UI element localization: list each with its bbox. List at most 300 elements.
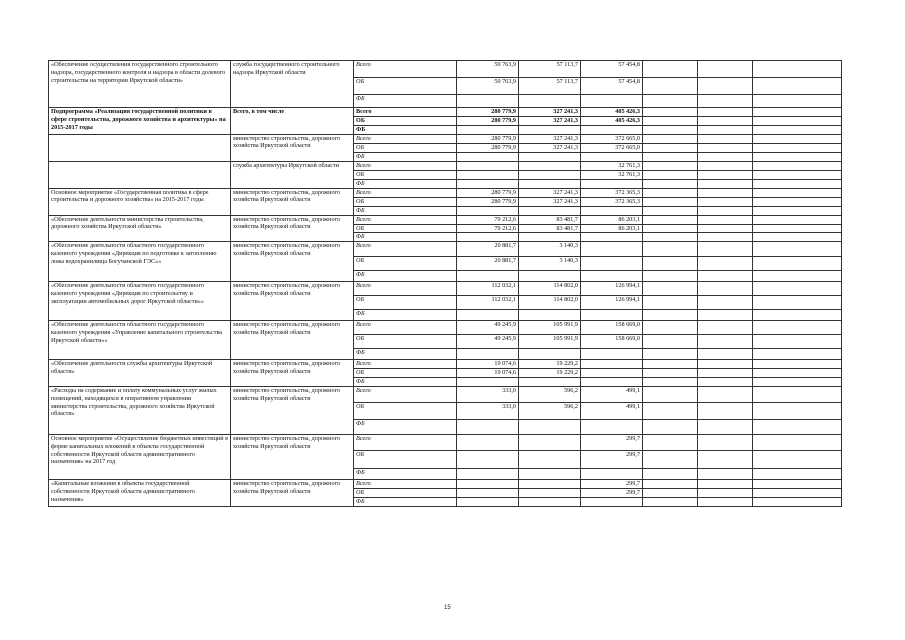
empty-cell bbox=[643, 134, 698, 143]
funding-source-cell: ОБ bbox=[354, 257, 457, 271]
empty-cell bbox=[753, 310, 842, 321]
measure-name-cell: «Обеспечение деятельности министерства строительства, дорожного хозяйства Иркутской области» bbox=[49, 215, 231, 242]
empty-cell bbox=[643, 310, 698, 321]
value-cell-3 bbox=[581, 179, 643, 188]
value-cell-2 bbox=[519, 497, 581, 506]
value-cell-1: 112 032,1 bbox=[457, 282, 519, 296]
empty-cell bbox=[643, 215, 698, 224]
empty-cell bbox=[698, 435, 753, 451]
value-cell-1 bbox=[457, 206, 519, 215]
funding-source-cell: ОБ bbox=[354, 369, 457, 378]
value-cell-3: 299,7 bbox=[581, 435, 643, 451]
value-cell-1: 280 779,9 bbox=[457, 188, 519, 197]
table-row bbox=[49, 480, 842, 489]
funding-source-cell: Всего bbox=[354, 242, 457, 257]
empty-cell bbox=[753, 224, 842, 233]
measure-name-cell: «Обеспечение деятельности областного государственного казенного учреждения «Управление капитального строительства Иркутской области»» bbox=[49, 321, 231, 360]
value-cell-1: 280 779,9 bbox=[457, 134, 519, 143]
empty-cell bbox=[643, 197, 698, 206]
value-cell-3: 372 365,3 bbox=[581, 197, 643, 206]
value-cell-1: 49 245,9 bbox=[457, 321, 519, 335]
funding-source-cell: ОБ bbox=[354, 489, 457, 498]
responsible-cell: министерство строительства, дорожного хозяйства Иркутской области bbox=[231, 242, 354, 282]
empty-cell bbox=[753, 78, 842, 95]
table-row bbox=[49, 108, 842, 117]
value-cell-1 bbox=[457, 170, 519, 179]
empty-cell bbox=[753, 233, 842, 242]
table-row bbox=[49, 161, 842, 170]
value-cell-3 bbox=[581, 125, 643, 134]
value-cell-2: 596,2 bbox=[519, 387, 581, 403]
empty-cell bbox=[753, 206, 842, 215]
empty-cell bbox=[698, 469, 753, 480]
table-body bbox=[49, 61, 842, 507]
value-cell-2: 57 113,7 bbox=[519, 78, 581, 95]
value-cell-2 bbox=[519, 152, 581, 161]
value-cell-2: 327 241,3 bbox=[519, 117, 581, 126]
table-row bbox=[49, 134, 842, 143]
empty-cell bbox=[643, 125, 698, 134]
value-cell-3 bbox=[581, 271, 643, 282]
value-cell-2 bbox=[519, 310, 581, 321]
responsible-cell: министерство строительства, дорожного хозяйства Иркутской области bbox=[231, 282, 354, 321]
empty-cell bbox=[698, 125, 753, 134]
empty-cell bbox=[753, 451, 842, 469]
funding-source-cell: ОБ bbox=[354, 143, 457, 152]
empty-cell bbox=[643, 224, 698, 233]
funding-source-cell: Всего bbox=[354, 61, 457, 78]
value-cell-3 bbox=[581, 497, 643, 506]
empty-cell bbox=[643, 170, 698, 179]
value-cell-3 bbox=[581, 95, 643, 108]
budget-table bbox=[48, 60, 842, 507]
empty-cell bbox=[698, 233, 753, 242]
empty-cell bbox=[643, 387, 698, 403]
measure-name-cell bbox=[49, 134, 231, 161]
empty-cell bbox=[698, 95, 753, 108]
empty-cell bbox=[753, 134, 842, 143]
empty-cell bbox=[643, 143, 698, 152]
measure-name-cell: «Обеспечение деятельности службы архитектуры Иркутской области» bbox=[49, 360, 231, 387]
value-cell-3: 372 665,0 bbox=[581, 134, 643, 143]
value-cell-1 bbox=[457, 271, 519, 282]
value-cell-1 bbox=[457, 95, 519, 108]
value-cell-1: 280 779,9 bbox=[457, 143, 519, 152]
funding-source-cell: ФБ bbox=[354, 378, 457, 387]
funding-source-cell: ФБ bbox=[354, 469, 457, 480]
value-cell-2: 19 229,2 bbox=[519, 360, 581, 369]
value-cell-1 bbox=[457, 469, 519, 480]
value-cell-2: 57 113,7 bbox=[519, 61, 581, 78]
empty-cell bbox=[643, 282, 698, 296]
empty-cell bbox=[753, 435, 842, 451]
table-row bbox=[49, 435, 842, 451]
value-cell-1: 280 779,9 bbox=[457, 117, 519, 126]
empty-cell bbox=[753, 335, 842, 349]
value-cell-3: 126 994,1 bbox=[581, 296, 643, 310]
value-cell-3: 57 454,8 bbox=[581, 78, 643, 95]
value-cell-1: 79 212,6 bbox=[457, 215, 519, 224]
value-cell-2 bbox=[519, 469, 581, 480]
value-cell-2 bbox=[519, 349, 581, 360]
responsible-cell: министерство строительства, дорожного хозяйства Иркутской области bbox=[231, 480, 354, 507]
value-cell-3: 86 203,1 bbox=[581, 224, 643, 233]
value-cell-3: 32 761,3 bbox=[581, 170, 643, 179]
page-number: 15 bbox=[444, 605, 451, 611]
empty-cell bbox=[643, 179, 698, 188]
value-cell-3: 126 994,1 bbox=[581, 282, 643, 296]
table-row bbox=[49, 61, 842, 78]
responsible-cell: служба государственного строительного надзора Иркутской области bbox=[231, 61, 354, 108]
funding-source-cell: Всего bbox=[354, 108, 457, 117]
empty-cell bbox=[753, 95, 842, 108]
value-cell-1: 50 763,9 bbox=[457, 78, 519, 95]
empty-cell bbox=[698, 170, 753, 179]
funding-source-cell: ФБ bbox=[354, 497, 457, 506]
value-cell-2 bbox=[519, 125, 581, 134]
measure-name-cell: «Капитальные вложения в объекты государственной собственности Иркутской области административного назначения» bbox=[49, 480, 231, 507]
empty-cell bbox=[643, 321, 698, 335]
empty-cell bbox=[643, 469, 698, 480]
value-cell-2: 3 140,3 bbox=[519, 242, 581, 257]
empty-cell bbox=[643, 497, 698, 506]
empty-cell bbox=[698, 197, 753, 206]
funding-source-cell: ФБ bbox=[354, 420, 457, 435]
value-cell-3: 405 426,3 bbox=[581, 108, 643, 117]
funding-source-cell: Всего bbox=[354, 435, 457, 451]
empty-cell bbox=[698, 335, 753, 349]
value-cell-3 bbox=[581, 378, 643, 387]
value-cell-1: 20 881,7 bbox=[457, 257, 519, 271]
empty-cell bbox=[698, 282, 753, 296]
empty-cell bbox=[643, 296, 698, 310]
empty-cell bbox=[698, 78, 753, 95]
empty-cell bbox=[698, 497, 753, 506]
table-row bbox=[49, 215, 842, 224]
value-cell-3 bbox=[581, 420, 643, 435]
empty-cell bbox=[753, 108, 842, 117]
value-cell-1 bbox=[457, 233, 519, 242]
funding-source-cell: ОБ bbox=[354, 224, 457, 233]
empty-cell bbox=[698, 215, 753, 224]
value-cell-3 bbox=[581, 242, 643, 257]
funding-source-cell: Всего bbox=[354, 134, 457, 143]
funding-source-cell: ОБ bbox=[354, 197, 457, 206]
value-cell-3: 86 203,1 bbox=[581, 215, 643, 224]
funding-source-cell: ОБ bbox=[354, 296, 457, 310]
empty-cell bbox=[643, 161, 698, 170]
funding-source-cell: ФБ bbox=[354, 95, 457, 108]
value-cell-2 bbox=[519, 179, 581, 188]
funding-source-cell: Всего bbox=[354, 188, 457, 197]
measure-name-cell: «Расходы на содержание и оплату коммунальных услуг жилых помещений, находящихся в оперативном управлении министерства строительства, дорожного хозяйства Иркутской области» bbox=[49, 387, 231, 435]
value-cell-2 bbox=[519, 206, 581, 215]
value-cell-3 bbox=[581, 206, 643, 215]
responsible-cell: министерство строительства, дорожного хозяйства Иркутской области bbox=[231, 188, 354, 215]
value-cell-2: 327 241,3 bbox=[519, 143, 581, 152]
value-cell-1: 49 245,9 bbox=[457, 335, 519, 349]
empty-cell bbox=[698, 489, 753, 498]
value-cell-2 bbox=[519, 161, 581, 170]
value-cell-2 bbox=[519, 435, 581, 451]
empty-cell bbox=[753, 143, 842, 152]
value-cell-3: 372 665,0 bbox=[581, 143, 643, 152]
empty-cell bbox=[753, 161, 842, 170]
empty-cell bbox=[698, 179, 753, 188]
value-cell-1: 333,0 bbox=[457, 403, 519, 420]
empty-cell bbox=[643, 257, 698, 271]
funding-source-cell: ФБ bbox=[354, 206, 457, 215]
value-cell-3: 299,7 bbox=[581, 451, 643, 469]
value-cell-1 bbox=[457, 125, 519, 134]
value-cell-3: 158 669,0 bbox=[581, 335, 643, 349]
value-cell-2: 114 802,0 bbox=[519, 296, 581, 310]
funding-source-cell: ОБ bbox=[354, 170, 457, 179]
empty-cell bbox=[753, 152, 842, 161]
responsible-cell: министерство строительства, дорожного хозяйства Иркутской области bbox=[231, 321, 354, 360]
value-cell-3 bbox=[581, 369, 643, 378]
value-cell-2: 83 481,7 bbox=[519, 224, 581, 233]
empty-cell bbox=[753, 296, 842, 310]
empty-cell bbox=[753, 282, 842, 296]
value-cell-2 bbox=[519, 489, 581, 498]
responsible-cell: министерство строительства, дорожного хозяйства Иркутской области bbox=[231, 360, 354, 387]
value-cell-2: 83 481,7 bbox=[519, 215, 581, 224]
measure-name-cell bbox=[49, 161, 231, 188]
value-cell-2: 327 241,3 bbox=[519, 108, 581, 117]
empty-cell bbox=[698, 143, 753, 152]
measure-name-cell: Основное мероприятие «Государственная политика в сфере строительства и дорожного хозяйства» на 2015-2017 годы bbox=[49, 188, 231, 215]
table-row bbox=[49, 360, 842, 369]
empty-cell bbox=[753, 215, 842, 224]
value-cell-2 bbox=[519, 95, 581, 108]
empty-cell bbox=[753, 321, 842, 335]
value-cell-2: 105 991,9 bbox=[519, 321, 581, 335]
empty-cell bbox=[753, 420, 842, 435]
empty-cell bbox=[753, 188, 842, 197]
value-cell-3: 158 669,0 bbox=[581, 321, 643, 335]
value-cell-2 bbox=[519, 451, 581, 469]
responsible-cell: министерство строительства, дорожного хозяйства Иркутской области bbox=[231, 387, 354, 435]
empty-cell bbox=[643, 480, 698, 489]
empty-cell bbox=[753, 497, 842, 506]
funding-source-cell: ОБ bbox=[354, 78, 457, 95]
empty-cell bbox=[753, 387, 842, 403]
value-cell-1 bbox=[457, 497, 519, 506]
empty-cell bbox=[753, 257, 842, 271]
value-cell-2: 3 140,3 bbox=[519, 257, 581, 271]
empty-cell bbox=[698, 224, 753, 233]
value-cell-1 bbox=[457, 451, 519, 469]
empty-cell bbox=[643, 188, 698, 197]
value-cell-1: 20 881,7 bbox=[457, 242, 519, 257]
empty-cell bbox=[753, 369, 842, 378]
value-cell-1 bbox=[457, 480, 519, 489]
funding-source-cell: Всего bbox=[354, 360, 457, 369]
empty-cell bbox=[753, 469, 842, 480]
value-cell-3: 405 426,3 bbox=[581, 117, 643, 126]
empty-cell bbox=[753, 480, 842, 489]
empty-cell bbox=[643, 95, 698, 108]
empty-cell bbox=[643, 206, 698, 215]
value-cell-2: 105 991,9 bbox=[519, 335, 581, 349]
empty-cell bbox=[698, 360, 753, 369]
table-row bbox=[49, 387, 842, 403]
empty-cell bbox=[643, 378, 698, 387]
measure-name-cell: «Обеспечение осуществления государственного строительного надзора, государственного контроля и надзора в области долевого строительства на территории Иркутской области» bbox=[49, 61, 231, 108]
empty-cell bbox=[643, 435, 698, 451]
funding-source-cell: ОБ bbox=[354, 403, 457, 420]
empty-cell bbox=[698, 378, 753, 387]
empty-cell bbox=[698, 257, 753, 271]
value-cell-1: 280 779,9 bbox=[457, 108, 519, 117]
measure-name-cell: «Обеспечение деятельности областного государственного казенного учреждения «Дирекция по подготовке к затоплению ложа водохранилища Богучанской ГЭС»» bbox=[49, 242, 231, 282]
empty-cell bbox=[753, 61, 842, 78]
funding-source-cell: ОБ bbox=[354, 117, 457, 126]
empty-cell bbox=[643, 451, 698, 469]
empty-cell bbox=[643, 117, 698, 126]
responsible-cell: служба архитектуры Иркутской области bbox=[231, 161, 354, 188]
value-cell-2: 327 241,3 bbox=[519, 188, 581, 197]
value-cell-3 bbox=[581, 310, 643, 321]
funding-source-cell: ФБ bbox=[354, 233, 457, 242]
empty-cell bbox=[698, 369, 753, 378]
value-cell-3 bbox=[581, 257, 643, 271]
measure-name-cell: «Обеспечение деятельности областного государственного казенного учреждения «Дирекция по строительству и эксплуатации автомобильных дорог Иркутской области»» bbox=[49, 282, 231, 321]
empty-cell bbox=[643, 242, 698, 257]
value-cell-1 bbox=[457, 489, 519, 498]
funding-source-cell: ОБ bbox=[354, 335, 457, 349]
empty-cell bbox=[698, 403, 753, 420]
empty-cell bbox=[698, 206, 753, 215]
value-cell-1: 112 032,1 bbox=[457, 296, 519, 310]
value-cell-2: 327 241,3 bbox=[519, 197, 581, 206]
value-cell-2 bbox=[519, 170, 581, 179]
empty-cell bbox=[753, 489, 842, 498]
empty-cell bbox=[753, 349, 842, 360]
value-cell-3: 499,1 bbox=[581, 387, 643, 403]
responsible-cell: Всего, в том числе bbox=[231, 108, 354, 135]
value-cell-3 bbox=[581, 469, 643, 480]
empty-cell bbox=[753, 360, 842, 369]
value-cell-2: 114 802,0 bbox=[519, 282, 581, 296]
funding-source-cell: Всего bbox=[354, 387, 457, 403]
funding-source-cell: Всего bbox=[354, 480, 457, 489]
empty-cell bbox=[643, 152, 698, 161]
value-cell-2 bbox=[519, 233, 581, 242]
measure-name-cell: Основное мероприятие «Осуществление бюджетных инвестиций в форме капитальных вложений в объекты государственной собственности Иркутской области административного назначения» на 2017 год bbox=[49, 435, 231, 480]
value-cell-1 bbox=[457, 161, 519, 170]
empty-cell bbox=[698, 271, 753, 282]
empty-cell bbox=[753, 117, 842, 126]
funding-source-cell: ФБ bbox=[354, 125, 457, 134]
funding-source-cell: Всего bbox=[354, 215, 457, 224]
funding-source-cell: ФБ bbox=[354, 271, 457, 282]
empty-cell bbox=[698, 108, 753, 117]
table-row bbox=[49, 188, 842, 197]
value-cell-2 bbox=[519, 271, 581, 282]
empty-cell bbox=[698, 310, 753, 321]
empty-cell bbox=[698, 420, 753, 435]
empty-cell bbox=[643, 61, 698, 78]
value-cell-1: 19 074,6 bbox=[457, 360, 519, 369]
empty-cell bbox=[753, 125, 842, 134]
value-cell-2 bbox=[519, 378, 581, 387]
value-cell-2: 19 229,2 bbox=[519, 369, 581, 378]
table-row bbox=[49, 242, 842, 257]
value-cell-1: 79 212,6 bbox=[457, 224, 519, 233]
empty-cell bbox=[698, 296, 753, 310]
empty-cell bbox=[753, 403, 842, 420]
funding-source-cell: ФБ bbox=[354, 152, 457, 161]
empty-cell bbox=[643, 403, 698, 420]
empty-cell bbox=[643, 369, 698, 378]
value-cell-3: 32 761,3 bbox=[581, 161, 643, 170]
value-cell-2: 596,2 bbox=[519, 403, 581, 420]
empty-cell bbox=[753, 242, 842, 257]
empty-cell bbox=[753, 271, 842, 282]
empty-cell bbox=[643, 420, 698, 435]
value-cell-3 bbox=[581, 360, 643, 369]
empty-cell bbox=[698, 349, 753, 360]
value-cell-3 bbox=[581, 349, 643, 360]
empty-cell bbox=[698, 152, 753, 161]
value-cell-1 bbox=[457, 420, 519, 435]
empty-cell bbox=[698, 480, 753, 489]
value-cell-1: 19 074,6 bbox=[457, 369, 519, 378]
empty-cell bbox=[753, 170, 842, 179]
table-row bbox=[49, 321, 842, 335]
empty-cell bbox=[698, 134, 753, 143]
empty-cell bbox=[643, 349, 698, 360]
responsible-cell: министерство строительства, дорожного хозяйства Иркутской области bbox=[231, 435, 354, 480]
value-cell-3 bbox=[581, 233, 643, 242]
value-cell-2: 327 241,3 bbox=[519, 134, 581, 143]
value-cell-3: 57 454,8 bbox=[581, 61, 643, 78]
funding-source-cell: ФБ bbox=[354, 310, 457, 321]
value-cell-3: 372 365,3 bbox=[581, 188, 643, 197]
empty-cell bbox=[753, 179, 842, 188]
empty-cell bbox=[643, 108, 698, 117]
funding-source-cell: ФБ bbox=[354, 179, 457, 188]
empty-cell bbox=[753, 197, 842, 206]
value-cell-2 bbox=[519, 420, 581, 435]
empty-cell bbox=[643, 489, 698, 498]
empty-cell bbox=[698, 242, 753, 257]
responsible-cell: министерство строительства, дорожного хозяйства Иркутской области bbox=[231, 215, 354, 242]
value-cell-1: 50 763,9 bbox=[457, 61, 519, 78]
empty-cell bbox=[698, 387, 753, 403]
value-cell-3: 499,1 bbox=[581, 403, 643, 420]
value-cell-3: 299,7 bbox=[581, 489, 643, 498]
empty-cell bbox=[643, 335, 698, 349]
empty-cell bbox=[698, 451, 753, 469]
empty-cell bbox=[643, 78, 698, 95]
value-cell-1: 333,0 bbox=[457, 387, 519, 403]
value-cell-1 bbox=[457, 435, 519, 451]
value-cell-1 bbox=[457, 378, 519, 387]
empty-cell bbox=[643, 271, 698, 282]
measure-name-cell: Подпрограмма «Реализация государственной политики в сфере строительства, дорожного хозяйства и архитектуры» на 2015-2017 годы bbox=[49, 108, 231, 135]
empty-cell bbox=[698, 321, 753, 335]
empty-cell bbox=[698, 61, 753, 78]
funding-source-cell: Всего bbox=[354, 282, 457, 296]
empty-cell bbox=[643, 233, 698, 242]
value-cell-2 bbox=[519, 480, 581, 489]
value-cell-1 bbox=[457, 179, 519, 188]
funding-source-cell: ФБ bbox=[354, 349, 457, 360]
funding-source-cell: ОБ bbox=[354, 451, 457, 469]
